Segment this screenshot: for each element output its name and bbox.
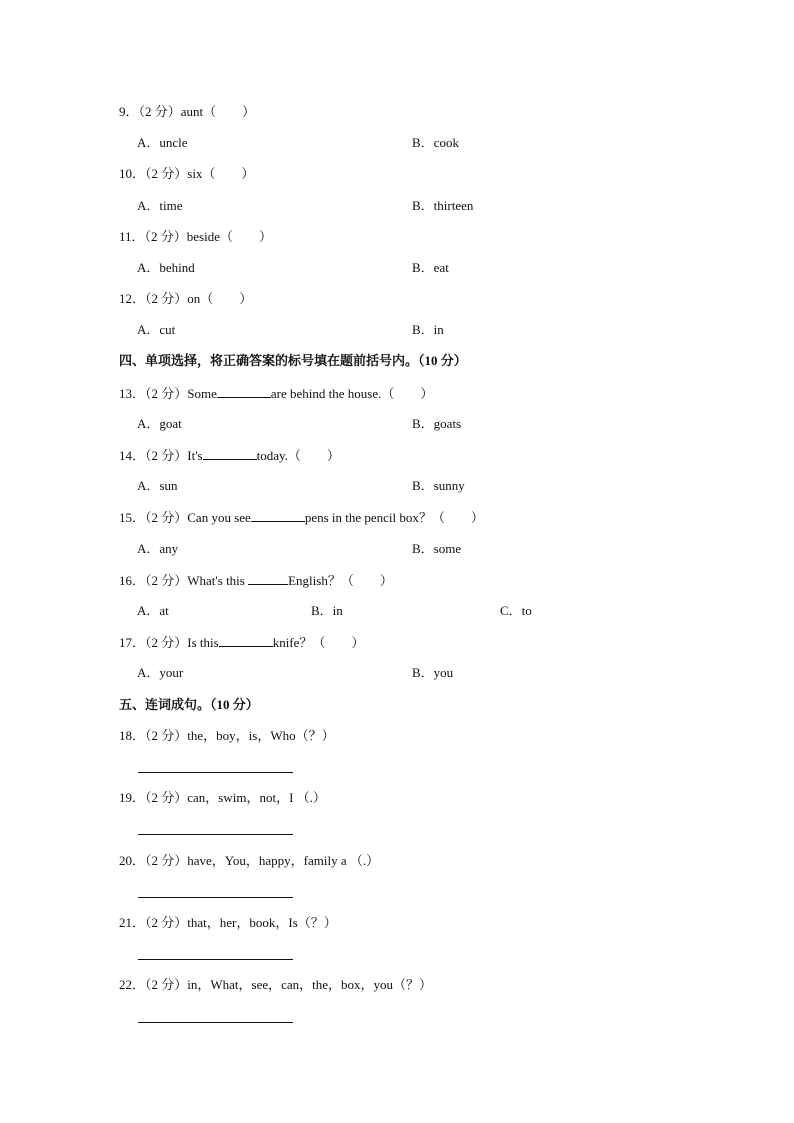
question-number: 20．（2 分） bbox=[119, 853, 188, 868]
question-text: beside（ ） bbox=[186, 229, 272, 244]
question-text-post: knife？（ ） bbox=[272, 635, 365, 650]
option-a[interactable]: A．your bbox=[137, 665, 184, 680]
question-text-pre: It's bbox=[187, 448, 203, 463]
option-b[interactable]: B．cook bbox=[412, 135, 459, 150]
question-number: 19．（2 分） bbox=[119, 790, 188, 805]
option-c[interactable]: C．to bbox=[500, 603, 532, 618]
option-b[interactable]: B．goats bbox=[412, 416, 462, 431]
answer-line[interactable] bbox=[138, 897, 293, 898]
question-14 bbox=[119, 447, 340, 464]
question-19 bbox=[119, 790, 326, 806]
question-text: in，What，see，can，the，box，you（？） bbox=[187, 977, 433, 992]
question-17 bbox=[119, 634, 364, 651]
question-text-pre: Some bbox=[187, 386, 217, 401]
question-number: 15．（2 分） bbox=[119, 510, 188, 525]
answer-line[interactable] bbox=[138, 772, 293, 773]
question-13 bbox=[119, 385, 433, 402]
answer-line[interactable] bbox=[138, 959, 293, 960]
question-number: 16．（2 分） bbox=[119, 573, 188, 588]
question-text: that，her，book，Is（？） bbox=[187, 915, 337, 930]
option-b[interactable]: B．you bbox=[412, 665, 454, 680]
option-b[interactable]: B．in bbox=[311, 603, 343, 618]
fill-blank[interactable] bbox=[217, 385, 271, 398]
option-b[interactable]: B．eat bbox=[412, 260, 449, 275]
question-text-post: are behind the house.（ ） bbox=[270, 386, 434, 401]
question-15 bbox=[119, 509, 484, 526]
question-9 bbox=[119, 104, 255, 120]
question-number: 14．（2 分） bbox=[119, 448, 188, 463]
question-20 bbox=[119, 853, 379, 869]
question-text-pre: Is this bbox=[187, 635, 219, 650]
question-number: 18．（2 分） bbox=[119, 728, 188, 743]
question-text: six（ ） bbox=[187, 166, 255, 181]
question-number: 13．（2 分） bbox=[119, 386, 188, 401]
question-18 bbox=[119, 728, 335, 744]
fill-blank[interactable] bbox=[219, 634, 273, 647]
question-text: can，swim，not，I （.） bbox=[187, 790, 326, 805]
option-a[interactable]: A．time bbox=[137, 198, 183, 213]
question-text: on（ ） bbox=[187, 291, 253, 306]
option-b[interactable]: B．thirteen bbox=[412, 198, 474, 213]
question-11 bbox=[119, 229, 272, 245]
question-text-post: English？（ ） bbox=[288, 573, 393, 588]
fill-blank[interactable] bbox=[248, 572, 288, 585]
fill-blank[interactable] bbox=[203, 447, 257, 460]
question-12 bbox=[119, 291, 252, 307]
option-b[interactable]: B．in bbox=[412, 322, 444, 337]
option-a[interactable]: A．cut bbox=[137, 322, 176, 337]
question-text-pre: Can you see bbox=[187, 510, 251, 525]
option-a[interactable]: A．at bbox=[137, 603, 169, 618]
question-number: 17．（2 分） bbox=[119, 635, 188, 650]
section-heading-5: 五、连词成句。（10 分） bbox=[119, 697, 259, 712]
question-text-post: pens in the pencil box？（ ） bbox=[304, 510, 484, 525]
option-a[interactable]: A．uncle bbox=[137, 135, 188, 150]
option-b[interactable]: B．some bbox=[412, 541, 462, 556]
question-22 bbox=[119, 977, 432, 993]
answer-line[interactable] bbox=[138, 1022, 293, 1023]
question-16 bbox=[119, 572, 393, 589]
question-text-pre: What's this bbox=[187, 573, 249, 588]
answer-line[interactable] bbox=[138, 834, 293, 835]
question-21 bbox=[119, 915, 337, 931]
option-a[interactable]: A．goat bbox=[137, 416, 182, 431]
option-a[interactable]: A．behind bbox=[137, 260, 195, 275]
question-number: 12．（2 分） bbox=[119, 291, 188, 306]
section-heading-4: 四、单项选择，将正确答案的标号填在题前括号内。（10 分） bbox=[119, 353, 467, 368]
question-text: the，boy，is，Who（？） bbox=[187, 728, 335, 743]
question-text-post: today.（ ） bbox=[256, 448, 340, 463]
question-text: have，You，happy，family a （.） bbox=[187, 853, 380, 868]
option-a[interactable]: A．sun bbox=[137, 478, 178, 493]
question-text: aunt（ ） bbox=[180, 104, 256, 119]
question-number: 10．（2 分） bbox=[119, 166, 188, 181]
question-number: 11．（2 分） bbox=[119, 229, 187, 244]
option-b[interactable]: B．sunny bbox=[412, 478, 465, 493]
question-number: 22．（2 分） bbox=[119, 977, 188, 992]
question-number: 9．（2 分） bbox=[119, 104, 181, 119]
question-10 bbox=[119, 166, 254, 182]
option-a[interactable]: A．any bbox=[137, 541, 179, 556]
question-number: 21．（2 分） bbox=[119, 915, 188, 930]
fill-blank[interactable] bbox=[251, 509, 305, 522]
